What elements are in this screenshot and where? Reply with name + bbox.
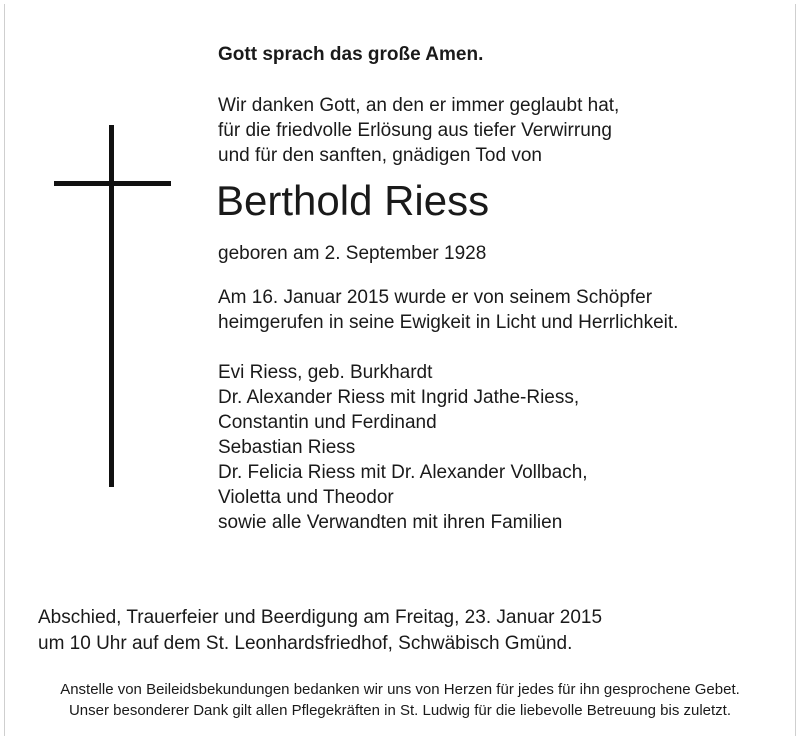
gratitude-line: und für den sanften, gnädigen Tod von [218,145,542,166]
mourners-list [218,360,778,535]
heading: Gott sprach das große Amen. [218,44,484,65]
mourner-line: Dr. Felicia Riess mit Dr. Alexander Vollbach, [218,462,588,483]
cross-horizontal-bar [54,181,171,186]
footer-line: Unser besonderer Dank gilt allen Pflegekräften in St. Ludwig für die liebevolle Betreuung bis zuletzt. [68,702,732,719]
footer-note [0,679,800,721]
gratitude-paragraph [218,93,778,168]
death-paragraph [218,285,778,335]
mourner-line: Violetta und Theodor [218,487,394,508]
ceremony-line: um 10 Uhr auf dem St. Leonhardsfriedhof, Schwäbisch Gmünd. [38,633,573,654]
gratitude-line: Wir danken Gott, an den er immer geglaubt hat, [218,95,620,116]
death-line: heimgerufen in seine Ewigkeit in Licht und Herrlichkeit. [218,312,679,333]
mourner-line: Constantin und Ferdinand [218,412,437,433]
death-line: Am 16. Januar 2015 wurde er von seinem Schöpfer [218,287,653,308]
mourner-line: sowie alle Verwandten mit ihren Familien [218,512,563,533]
birth-date: geboren am 2. September 1928 [218,243,487,264]
mourner-line: Evi Riess, geb. Burkhardt [218,362,433,383]
ceremony-line: Abschied, Trauerfeier und Beerdigung am Freitag, 23. Januar 2015 [38,607,603,628]
cross-vertical-bar [109,125,114,487]
notice-content [218,42,778,535]
mourner-line: Dr. Alexander Riess mit Ingrid Jathe-Riess, [218,387,580,408]
gratitude-line: für die friedvolle Erlösung aus tiefer Verwirrung [218,120,612,141]
ceremony-info [38,605,602,657]
footer-line: Anstelle von Beileidsbekundungen bedanken wir uns von Herzen für jedes für ihn gesprochene Gebet. [60,681,740,698]
deceased-name: Berthold Riess [216,177,490,224]
mourner-line: Sebastian Riess [218,437,356,458]
